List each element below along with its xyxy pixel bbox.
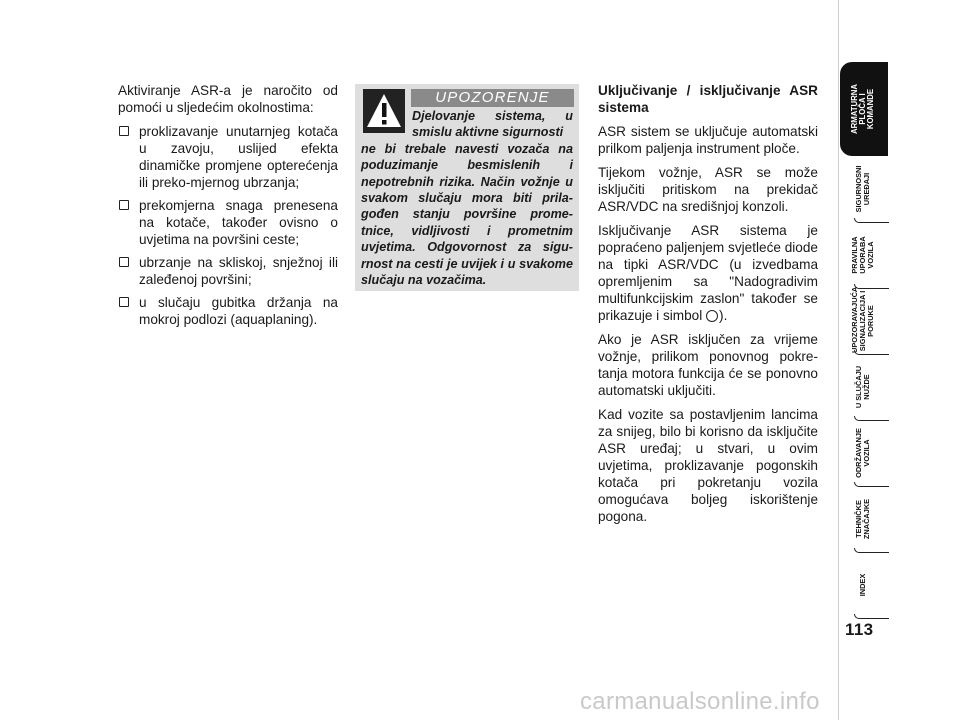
warning-lead: Djelovanje sistema, u smislu aktivne sigurnosti [412, 109, 573, 140]
paragraph: Kad vozite sa postavljenim lancima za snijeg, bilo bi korisno da isključite ASR uređaj; u stvari, u ovim uvjetima, proklizavanje pogonskih kotača pri pokretanju vozila omogućava boljeg iskorištenje pogona. [598, 407, 818, 524]
list-item: u slučaju gubitka držanja na mokroj podlozi (aquaplaning). [118, 294, 338, 328]
tab-u-slucaju-nuzde[interactable]: U SLUČAJU NUŽDE [838, 354, 888, 420]
list-item: proklizavanje unutarnjeg kotača u zavoju, uslijed efekta dinamičke promjene opterećenja ili preko-mjernog ubrzanja; [118, 123, 338, 191]
intro-paragraph: Aktiviranje ASR-a je naročito od pomoći u sljedećim okolnostima: [118, 83, 338, 115]
checkbox-bullet-icon [119, 297, 129, 307]
tab-index[interactable]: INDEX [838, 552, 888, 618]
paragraph: Tijekom vožnje, ASR se može isključiti pritiskom na prekidač ASR/VDC na središnjoj konzoli. [598, 165, 818, 214]
paragraph: Ako je ASR isključen za vrijeme vožnje, prilikom ponovnog pokre-tanja motora funkcija će se ponovno automatski uključiti. [598, 332, 818, 398]
section-heading: Uključivanje / isključivanje ASR sistema [598, 83, 818, 115]
paragraph: ASR sistem se uključuje automatski prilkom paljenja instrument ploče. [598, 124, 818, 156]
paragraph: Isključivanje ASR sistema je popraćeno paljenjem svjetleće diode na tipki ASR/VDC (u izvedbama opremljenim sa "Nadogradivim multifunkcijskim zaslon" također se prikazuje i simbol ). [598, 223, 818, 323]
left-column [118, 82, 338, 334]
tab-tehnicke-znacajke[interactable]: TEHNIČKE ZNAČAJKE [838, 486, 888, 552]
checkbox-bullet-icon [119, 257, 129, 267]
watermark: carmanualsonline.info [580, 688, 820, 715]
circumstance-list [118, 123, 338, 328]
list-item: prekomjerna snaga prenesena na kotače, također ovisno o uvjetima na površini ceste; [118, 197, 338, 248]
list-item: ubrzanje na skliskoj, snježnoj ili zaleđenoj površini; [118, 254, 338, 288]
tab-armaturna-ploca[interactable]: ARMATURNA PLOČA I KOMANDE [838, 62, 888, 128]
warning-box [355, 84, 579, 291]
warning-title: UPOZORENJE [411, 89, 574, 107]
checkbox-bullet-icon [119, 200, 129, 210]
tab-odrzavanje-vozila[interactable]: ODRŽAVANJE VOZILA [838, 420, 888, 486]
tab-sigurnosni-uredaji[interactable]: SIGURNOSNI UREĐAJI [838, 156, 888, 222]
warning-body: ne bi trebale navesti vozača na poduzimanje besmislenih i nepotrebnih rizika. Način vožnje u svakom slučaju mora biti prila-gođen stanju površine prome-tnice, vidljivosti i prometnim uvjetima. Odgovornost za sigu-rnost na cesti je uvijek i u svakome slučaju na vozačima. [361, 141, 573, 288]
tab-pravilna-uporaba[interactable]: PRAVILNA UPORABA VOZILA [838, 222, 888, 288]
checkbox-bullet-icon [119, 126, 129, 136]
warning-text [361, 108, 573, 288]
right-column [598, 82, 818, 532]
page-number: 113 [845, 620, 874, 639]
asr-off-symbol-icon [706, 310, 718, 322]
tab-upozoravajuca-signalizacija[interactable]: UPOZORAVAJUĆA SIGNALIZACIJA I PORUKE [838, 288, 888, 354]
